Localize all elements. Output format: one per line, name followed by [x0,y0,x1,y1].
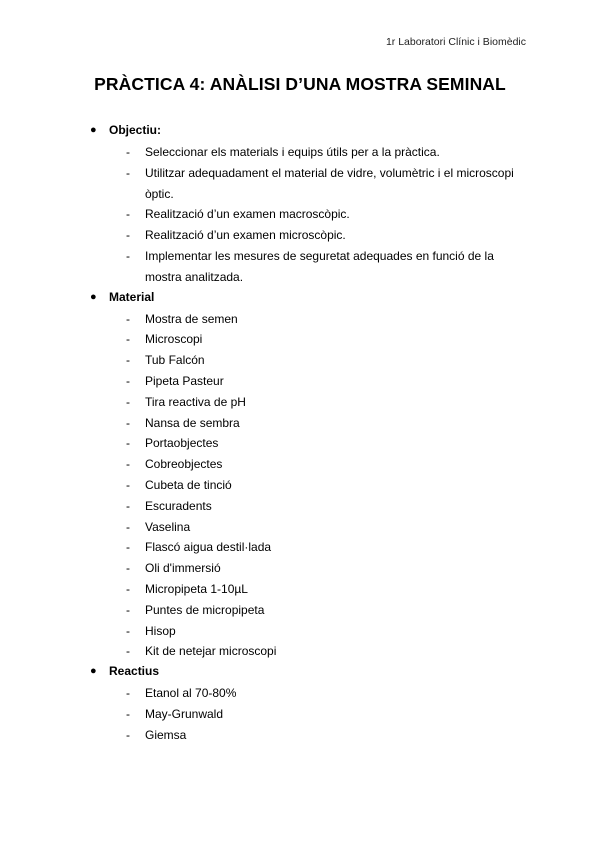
dash-icon: - [126,644,130,659]
list-item [0,204,600,225]
list-item-text: Flascó aigua destil·lada [145,540,272,555]
bullet-icon: ● [90,290,97,303]
list-item-text: Hisop [145,623,176,638]
dash-icon: - [126,311,130,326]
list-item-text: Microscopi [145,332,203,347]
reactius-list [0,683,600,745]
dash-icon: - [126,248,130,263]
list-item [0,142,600,163]
list-item [0,475,600,496]
list-item [0,537,600,558]
section-heading [0,288,600,309]
list-item [0,704,600,725]
dash-icon: - [126,394,130,409]
material-list [0,309,600,663]
list-item-text: Vaselina [145,519,191,534]
list-item [0,433,600,454]
list-item-text: Cubeta de tinció [145,477,232,492]
list-item-text: Utilitzar adequadament el material de vidre, volumètric i el microscopi òptic. [145,165,514,201]
dash-icon: - [126,353,130,368]
dash-icon: - [126,623,130,638]
list-item-text: Implementar les mesures de seguretat adequades en funció de la mostra analitzada. [145,248,494,284]
section-heading-label: Objectiu: [109,123,162,137]
dash-icon: - [126,415,130,430]
section-heading-label: Reactius [109,664,160,679]
list-item [0,329,600,350]
page-title: PRÀCTICA 4: ANÀLISI D’UNA MOSTRA SEMINAL [94,74,506,94]
dash-icon: - [126,561,130,576]
dash-icon: - [126,706,130,721]
list-item [0,558,600,579]
list-item-text: Realització d’un examen macroscòpic. [145,207,350,222]
list-item [0,392,600,413]
dash-icon: - [126,145,130,159]
list-item [0,309,600,330]
list-item [0,371,600,392]
section-heading [0,121,600,142]
list-item-text: Giemsa [145,727,187,742]
section-heading-label: Material [109,289,155,304]
dash-icon: - [126,727,130,742]
list-item [0,600,600,621]
list-item-text: Nansa de sembra [145,415,240,430]
dash-icon: - [126,457,130,472]
list-item [0,350,600,371]
dash-icon: - [126,477,130,492]
list-item [0,225,600,246]
document-body [0,121,600,746]
bullet-icon: ● [90,124,97,136]
dash-icon: - [126,498,130,513]
dash-icon: - [126,686,130,701]
section-objectiu [0,121,600,288]
dash-icon: - [126,207,130,222]
bullet-icon: ● [90,665,97,678]
section-material [0,288,600,663]
list-item-text: Etanol al 70-80% [145,686,237,701]
list-item [0,641,600,662]
list-item-text: Cobreobjectes [145,457,223,472]
list-item-text: Puntes de micropipeta [145,602,265,617]
list-item [0,683,600,704]
list-item [0,579,600,600]
list-item-text: Micropipeta 1-10µL [145,581,248,596]
list-item-text: Realització d’un examen microscòpic. [145,228,346,243]
dash-icon: - [126,519,130,534]
dash-icon: - [126,581,130,596]
list-item [0,496,600,517]
dash-icon: - [126,540,130,555]
list-item [0,163,600,205]
list-item [0,413,600,434]
dash-icon: - [126,373,130,388]
dash-icon: - [126,165,130,180]
list-item-text: Kit de netejar microscopi [145,644,277,659]
dash-icon: - [126,602,130,617]
dash-icon: - [126,436,130,451]
list-item-text: Oli d'immersió [145,561,221,576]
page-header: 1r Laboratori Clínic i Biomèdic [385,36,526,48]
list-item [0,725,600,746]
section-heading [0,662,600,683]
section-reactius [0,662,600,745]
list-item [0,517,600,538]
list-item-text: Escuradents [145,498,212,513]
dash-icon: - [126,228,130,243]
list-item-text: Portaobjectes [145,436,219,451]
list-item-text: Tira reactiva de pH [145,394,246,409]
list-item [0,246,600,288]
list-item-text: Tub Falcón [145,353,205,368]
list-item-text: Mostra de semen [145,311,238,326]
dash-icon: - [126,332,130,347]
list-item [0,621,600,642]
objectiu-list [0,142,600,288]
list-item-text: May-Grunwald [145,706,224,721]
list-item-text: Pipeta Pasteur [145,373,224,388]
list-item [0,454,600,475]
list-item-text: Seleccionar els materials i equips útils per a la pràctica. [145,145,440,159]
